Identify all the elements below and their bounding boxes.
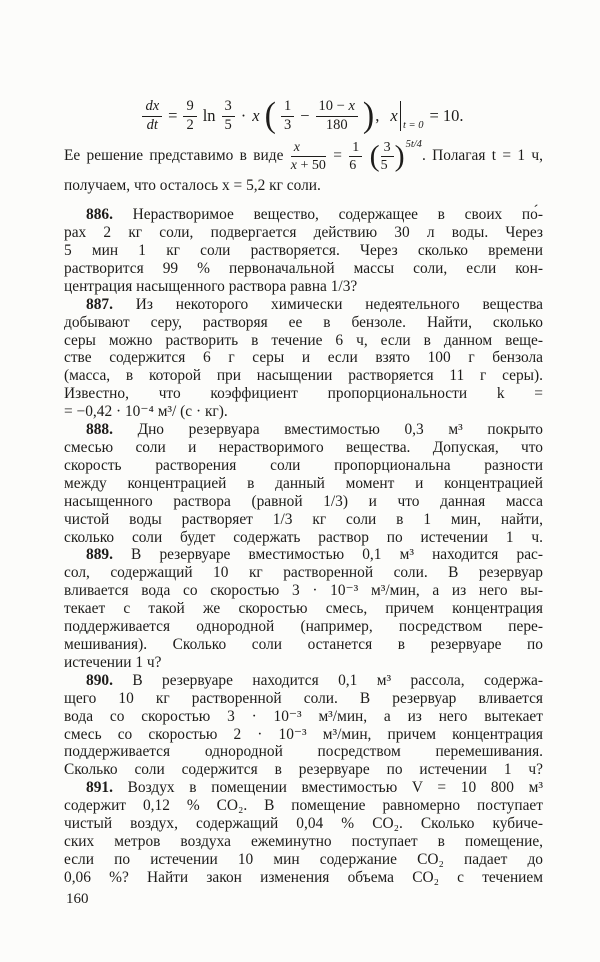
problem-line: 889. В резервуаре вместимостью 0,1 м³ находится рас- (86, 546, 543, 564)
problem-line: поддерживается однородной (например, посредством пере- (64, 618, 543, 636)
solution-tail: . Полагая t = 1 ч, (421, 147, 544, 165)
solution-line-2: получаем, что осталось x = 5,2 кг соли. (64, 177, 321, 195)
problem-line: поддерживается однородной посредством перемешивания. (64, 743, 543, 761)
fraction-denominator: 180 (325, 116, 348, 133)
equation-rhs: = 10. (429, 106, 464, 125)
problem-891 (64, 779, 543, 886)
open-parenthesis: ( (369, 139, 380, 173)
problem-line: чистый воздух, содержащий 0,04 % CO₂. Сколько кубиче- (64, 815, 543, 833)
problem-line: 891. Воздух в помещении вместимостью V = 10 800 м³ (86, 779, 543, 797)
comma: , (375, 106, 380, 125)
dx-dt-fraction (142, 99, 162, 133)
solution-line-1 (64, 140, 543, 173)
problem-line: Известно, что коэффициент пропорциональности k = (64, 385, 543, 403)
problems-list (64, 206, 543, 886)
problem-line: рах 2 кг соли, подвергается действию 30 л воды. Через (64, 224, 543, 242)
problem-number: 887. (86, 295, 113, 313)
problem-line: (масса, в которой при насыщении растворяется 11 г серы). (64, 367, 543, 385)
denominator-variable: x (290, 158, 297, 174)
problem-889 (64, 546, 543, 671)
problem-line: добывают серу, растворяя ее в бензоле. Найти, сколько (64, 313, 543, 331)
problem-line: истечении 1 ч? (64, 653, 162, 671)
close-parenthesis: ) (394, 139, 405, 173)
three-fifths-fraction (381, 140, 394, 173)
fraction-numerator: 3 (381, 140, 394, 157)
multiplication-dot: · (240, 106, 247, 125)
problem-line: растворится 99 % первоначальной массы соли, если кон- (64, 259, 543, 277)
fraction-denominator: 3 (283, 116, 292, 133)
fraction-denominator: 5 (224, 116, 232, 133)
problem-line: насыщенного раствора (равной 1/3) и что данная масса (64, 492, 543, 510)
problem-line: серы можно растворить в течение 6 ч, если в данном веще- (64, 331, 543, 349)
numerator-variable: x (348, 97, 355, 114)
variable-x: x (252, 106, 260, 125)
equals-sign: = (333, 147, 342, 165)
fraction-numerator: 1 (349, 140, 362, 157)
three-fifths-power-group (370, 140, 422, 173)
problem-line: щего 10 кг растворенной соли. В резервуар вливается (64, 689, 543, 707)
problem-887 (64, 296, 543, 421)
fraction-numerator: dx (142, 99, 162, 117)
fraction-denominator: 2 (186, 116, 194, 133)
fraction-numerator: x (291, 140, 326, 157)
problem-line: Сколько соли содержится в резервуаре по истечении 1 ч? (64, 761, 543, 779)
solution-paragraph (64, 140, 543, 195)
fraction-numerator: 3 (222, 99, 235, 117)
evaluation-bar (400, 101, 401, 131)
problem-line: текает с такой же скоростью смесь, причем концентрация (64, 600, 543, 618)
problem-line: 888. Дно резервуара вместимостью 0,3 м³ покрыто (86, 421, 543, 439)
problem-line: 5 мин 1 кг соли растворяется. Через сколько времени (64, 242, 543, 260)
problem-number: 890. (86, 671, 113, 689)
solution-intro: Ее решение представимо в виде (64, 147, 284, 165)
fraction-numerator: 1 (281, 99, 294, 117)
problem-890 (64, 672, 543, 779)
problem-line: чистой воды растворяет 1/3 кг соли в 1 мин, найти, (64, 510, 543, 528)
problem-line: скорость растворения соли пропорциональна разности (64, 456, 543, 474)
problem-line: вода со скоростью 3 · 10⁻³ м³/мин, а из него вытекает (64, 707, 543, 725)
problem-number: 891. (86, 779, 113, 797)
fraction-denominator: 6 (349, 158, 357, 174)
exponent: 5t/4 (405, 139, 422, 151)
page-number: 160 (66, 891, 89, 907)
fraction-numerator (316, 99, 358, 117)
problem-line: сол, содержащий 10 кг растворенной соли. В резервуар (64, 564, 543, 582)
variable-x: x (390, 106, 398, 125)
problem-line: ских метров воздуха ежеминутно поступает в помещение, (64, 832, 543, 850)
minus-sign: − (300, 106, 310, 125)
problem-number: 889. (86, 546, 113, 564)
problem-line: мешивания). Сколько соли останется в резервуаре по (64, 635, 543, 653)
one-third-fraction (281, 99, 294, 133)
problem-line: вливается вода со скоростью 3 · 10⁻³ м³/мин, а из него вы- (64, 582, 543, 600)
problem-number: 888. (86, 421, 113, 439)
equals-sign: = (168, 106, 178, 125)
problem-line: центрация насыщенного раствора равна 1/3? (64, 277, 358, 295)
problem-line: 886. Нерастворимое вещество, содержащее в своих по́- (86, 206, 543, 224)
problem-line: сколько соли будет содержать раствор по истечении 1 ч. (64, 528, 543, 546)
fraction-numerator: 9 (183, 99, 196, 117)
close-parenthesis: ) (362, 96, 375, 135)
problem-line: 890. В резервуаре находится 0,1 м³ рассола, содержа- (86, 671, 543, 689)
initial-condition (390, 101, 423, 131)
problem-886 (64, 206, 543, 296)
one-sixth-fraction (349, 140, 362, 173)
open-parenthesis: ( (264, 96, 276, 135)
evaluation-subscript: t = 0 (402, 119, 424, 131)
problem-line: стве содержится 6 г серы и если взято 100 г бензола (64, 349, 543, 367)
problem-number: 886. (86, 206, 113, 224)
problem-888 (64, 421, 543, 546)
numerator-constant: 10 − (318, 97, 349, 114)
nine-halves-fraction (183, 99, 196, 133)
problem-line: 887. Из некоторого химически недеятельного вещества (86, 295, 543, 313)
problem-line: содержит 0,12 % CO₂. В помещение равномерно поступает (64, 797, 543, 815)
problem-line: между концентрацией в данный момент и концентрацией (64, 474, 543, 492)
display-equation (64, 92, 543, 140)
fraction-denominator: 5 (380, 158, 388, 174)
fraction-denominator (291, 157, 326, 173)
problem-line: смесью соли и нерастворимого вещества. Допуская, что (64, 439, 543, 456)
three-fifths-fraction (222, 99, 235, 133)
problem-line: если по истечении 10 мин содержание CO₂ падает до (64, 850, 543, 868)
problem-line: 0,06 %? Найти закон изменения объема CO₂ с течением (64, 868, 543, 886)
denominator-constant: + 50 (296, 158, 326, 174)
x-over-x-plus-50-fraction (291, 140, 326, 173)
fraction-denominator: dt (146, 116, 158, 133)
ln-operator: ln (202, 106, 216, 125)
text-block (64, 0, 543, 887)
problem-line: смесь со скоростью 2 · 10⁻³ м³/мин, причем концентрация (64, 725, 543, 743)
ten-minus-x-fraction (316, 99, 358, 133)
problem-line: = −0,42 · 10⁻⁴ м³/ (с · кг). (64, 403, 228, 421)
